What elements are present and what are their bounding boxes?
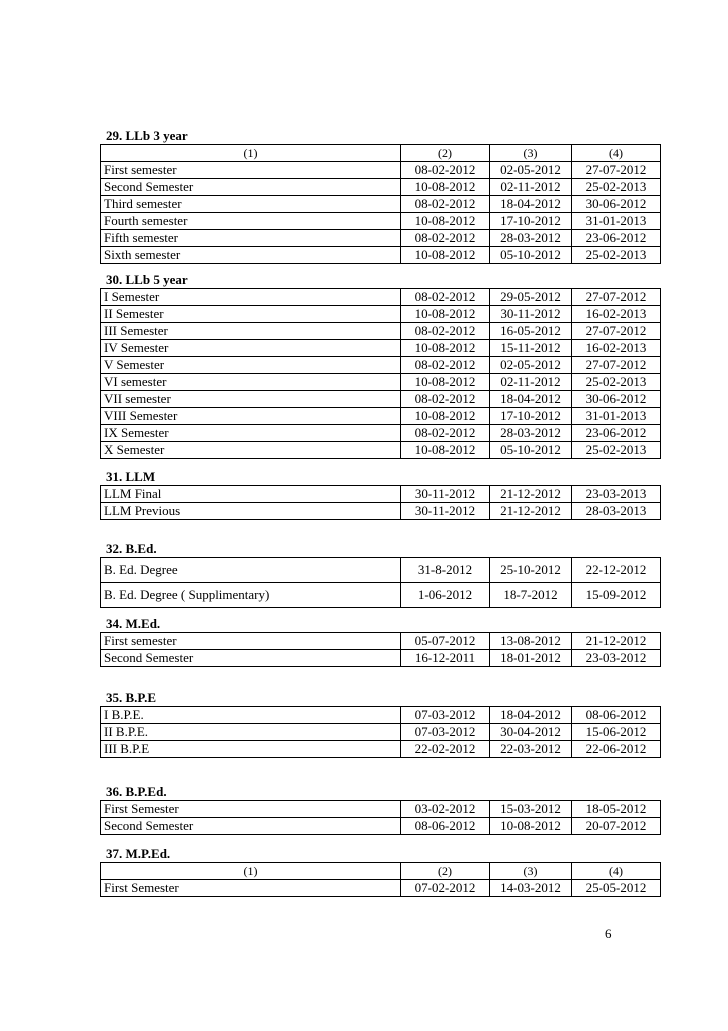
row-label: First semester [101,162,401,179]
row-label: VI semester [101,374,401,391]
schedule-table [100,485,661,520]
table-row [101,558,661,583]
date-cell: 22-02-2012 [401,741,490,758]
column-header-row [101,863,661,880]
table-row [101,707,661,724]
row-label: Second Semester [101,650,401,667]
column-header: (2) [401,863,490,880]
section-title: 34. M.Ed. [106,616,161,631]
row-label: IX Semester [101,425,401,442]
date-cell: 08-02-2012 [401,289,490,306]
date-cell: 31-8-2012 [401,558,490,583]
date-cell: 28-03-2012 [490,230,572,247]
date-cell: 13-08-2012 [490,633,572,650]
date-cell: 28-03-2012 [490,425,572,442]
table-row [101,818,661,835]
table-row [101,425,661,442]
table-row [101,633,661,650]
schedule-table [100,632,661,667]
date-cell: 23-06-2012 [572,230,661,247]
table-row [101,247,661,264]
table-row [101,289,661,306]
section-title: 37. M.P.Ed. [106,846,171,861]
date-cell: 08-06-2012 [572,707,661,724]
date-cell: 18-04-2012 [490,707,572,724]
table-row [101,357,661,374]
schedule-table [100,557,661,608]
section-title: 35. B.P.E [106,690,157,705]
date-cell: 22-06-2012 [572,741,661,758]
date-cell: 25-10-2012 [490,558,572,583]
date-cell: 02-11-2012 [490,179,572,196]
date-cell: 30-11-2012 [490,306,572,323]
date-cell: 30-06-2012 [572,391,661,408]
date-cell: 21-12-2012 [490,486,572,503]
column-header-row [101,145,661,162]
date-cell: 10-08-2012 [401,340,490,357]
date-cell: 25-02-2013 [572,374,661,391]
date-cell: 15-06-2012 [572,724,661,741]
row-label: VII semester [101,391,401,408]
date-cell: 27-07-2012 [572,357,661,374]
table-row [101,442,661,459]
date-cell: 10-08-2012 [401,408,490,425]
date-cell: 25-05-2012 [572,880,661,897]
date-cell: 16-02-2013 [572,306,661,323]
date-cell: 16-05-2012 [490,323,572,340]
row-label: Sixth semester [101,247,401,264]
date-cell: 27-07-2012 [572,162,661,179]
column-header: (4) [572,863,661,880]
section-4 [100,541,660,608]
date-cell: 16-02-2013 [572,340,661,357]
date-cell: 02-05-2012 [490,162,572,179]
date-cell: 08-02-2012 [401,196,490,213]
row-label: B. Ed. Degree [101,558,401,583]
table-row [101,583,661,608]
date-cell: 08-02-2012 [401,162,490,179]
date-cell: 08-02-2012 [401,230,490,247]
table-row [101,486,661,503]
date-cell: 22-12-2012 [572,558,661,583]
table-row [101,323,661,340]
date-cell: 10-08-2012 [401,213,490,230]
date-cell: 08-02-2012 [401,425,490,442]
row-label: First Semester [101,801,401,818]
section-5 [100,616,660,667]
row-label: V Semester [101,357,401,374]
date-cell: 29-05-2012 [490,289,572,306]
table-row [101,213,661,230]
date-cell: 20-07-2012 [572,818,661,835]
date-cell: 27-07-2012 [572,289,661,306]
date-cell: 18-05-2012 [572,801,661,818]
date-cell: 15-03-2012 [490,801,572,818]
row-label: Fourth semester [101,213,401,230]
section-7 [100,784,660,835]
table-row [101,196,661,213]
row-label: First semester [101,633,401,650]
date-cell: 25-02-2013 [572,442,661,459]
table-row [101,650,661,667]
date-cell: 07-03-2012 [401,724,490,741]
date-cell: 17-10-2012 [490,213,572,230]
date-cell: 18-04-2012 [490,196,572,213]
date-cell: 17-10-2012 [490,408,572,425]
date-cell: 10-08-2012 [401,306,490,323]
row-label: II B.P.E. [101,724,401,741]
table-row [101,801,661,818]
table-row [101,340,661,357]
table-row [101,408,661,425]
date-cell: 15-09-2012 [572,583,661,608]
row-label: I Semester [101,289,401,306]
table-row [101,162,661,179]
schedule-table [100,706,661,758]
date-cell: 31-01-2013 [572,408,661,425]
date-cell: 30-11-2012 [401,503,490,520]
table-row [101,230,661,247]
row-label: III B.P.E [101,741,401,758]
date-cell: 22-03-2012 [490,741,572,758]
page-number: 6 [605,926,612,941]
section-1 [100,128,660,264]
date-cell: 08-06-2012 [401,818,490,835]
date-cell: 30-04-2012 [490,724,572,741]
row-label: LLM Final [101,486,401,503]
date-cell: 05-07-2012 [401,633,490,650]
date-cell: 16-12-2011 [401,650,490,667]
date-cell: 31-01-2013 [572,213,661,230]
date-cell: 10-08-2012 [401,247,490,264]
column-header: (2) [401,145,490,162]
date-cell: 15-11-2012 [490,340,572,357]
table-row [101,724,661,741]
date-cell: 23-03-2013 [572,486,661,503]
column-header: (1) [101,863,401,880]
date-cell: 23-06-2012 [572,425,661,442]
date-cell: 18-01-2012 [490,650,572,667]
column-header: (3) [490,145,572,162]
row-label: B. Ed. Degree ( Supplimentary) [101,583,401,608]
column-header: (3) [490,863,572,880]
date-cell: 25-02-2013 [572,179,661,196]
section-title: 32. B.Ed. [106,541,157,556]
section-8 [100,846,660,897]
row-label: Second Semester [101,179,401,196]
date-cell: 08-02-2012 [401,323,490,340]
column-header: (1) [101,145,401,162]
row-label: I B.P.E. [101,707,401,724]
date-cell: 18-7-2012 [490,583,572,608]
section-title: 30. LLb 5 year [106,272,188,287]
date-cell: 21-12-2012 [572,633,661,650]
date-cell: 25-02-2013 [572,247,661,264]
section-2 [100,272,660,459]
table-row [101,741,661,758]
schedule-table [100,288,661,459]
date-cell: 10-08-2012 [401,179,490,196]
date-cell: 02-05-2012 [490,357,572,374]
row-label: Fifth semester [101,230,401,247]
schedule-table [100,862,661,897]
date-cell: 1-06-2012 [401,583,490,608]
date-cell: 18-04-2012 [490,391,572,408]
section-title: 31. LLM [106,469,156,484]
column-header: (4) [572,145,661,162]
section-title: 29. LLb 3 year [106,128,188,143]
row-label: II Semester [101,306,401,323]
date-cell: 27-07-2012 [572,323,661,340]
row-label: Second Semester [101,818,401,835]
date-cell: 30-11-2012 [401,486,490,503]
date-cell: 10-08-2012 [401,374,490,391]
date-cell: 30-06-2012 [572,196,661,213]
date-cell: 05-10-2012 [490,247,572,264]
date-cell: 10-08-2012 [490,818,572,835]
date-cell: 21-12-2012 [490,503,572,520]
table-row [101,391,661,408]
date-cell: 10-08-2012 [401,442,490,459]
date-cell: 07-03-2012 [401,707,490,724]
date-cell: 07-02-2012 [401,880,490,897]
table-row [101,503,661,520]
table-row [101,179,661,196]
table-row [101,306,661,323]
date-cell: 03-02-2012 [401,801,490,818]
section-6 [100,690,660,758]
row-label: First Semester [101,880,401,897]
date-cell: 14-03-2012 [490,880,572,897]
section-3 [100,469,660,520]
schedule-table [100,800,661,835]
table-row [101,374,661,391]
table-row [101,880,661,897]
date-cell: 08-02-2012 [401,391,490,408]
date-cell: 02-11-2012 [490,374,572,391]
row-label: VIII Semester [101,408,401,425]
row-label: X Semester [101,442,401,459]
schedule-table [100,144,661,264]
row-label: Third semester [101,196,401,213]
row-label: IV Semester [101,340,401,357]
date-cell: 28-03-2013 [572,503,661,520]
row-label: LLM Previous [101,503,401,520]
date-cell: 23-03-2012 [572,650,661,667]
date-cell: 05-10-2012 [490,442,572,459]
row-label: III Semester [101,323,401,340]
date-cell: 08-02-2012 [401,357,490,374]
section-title: 36. B.P.Ed. [106,784,167,799]
